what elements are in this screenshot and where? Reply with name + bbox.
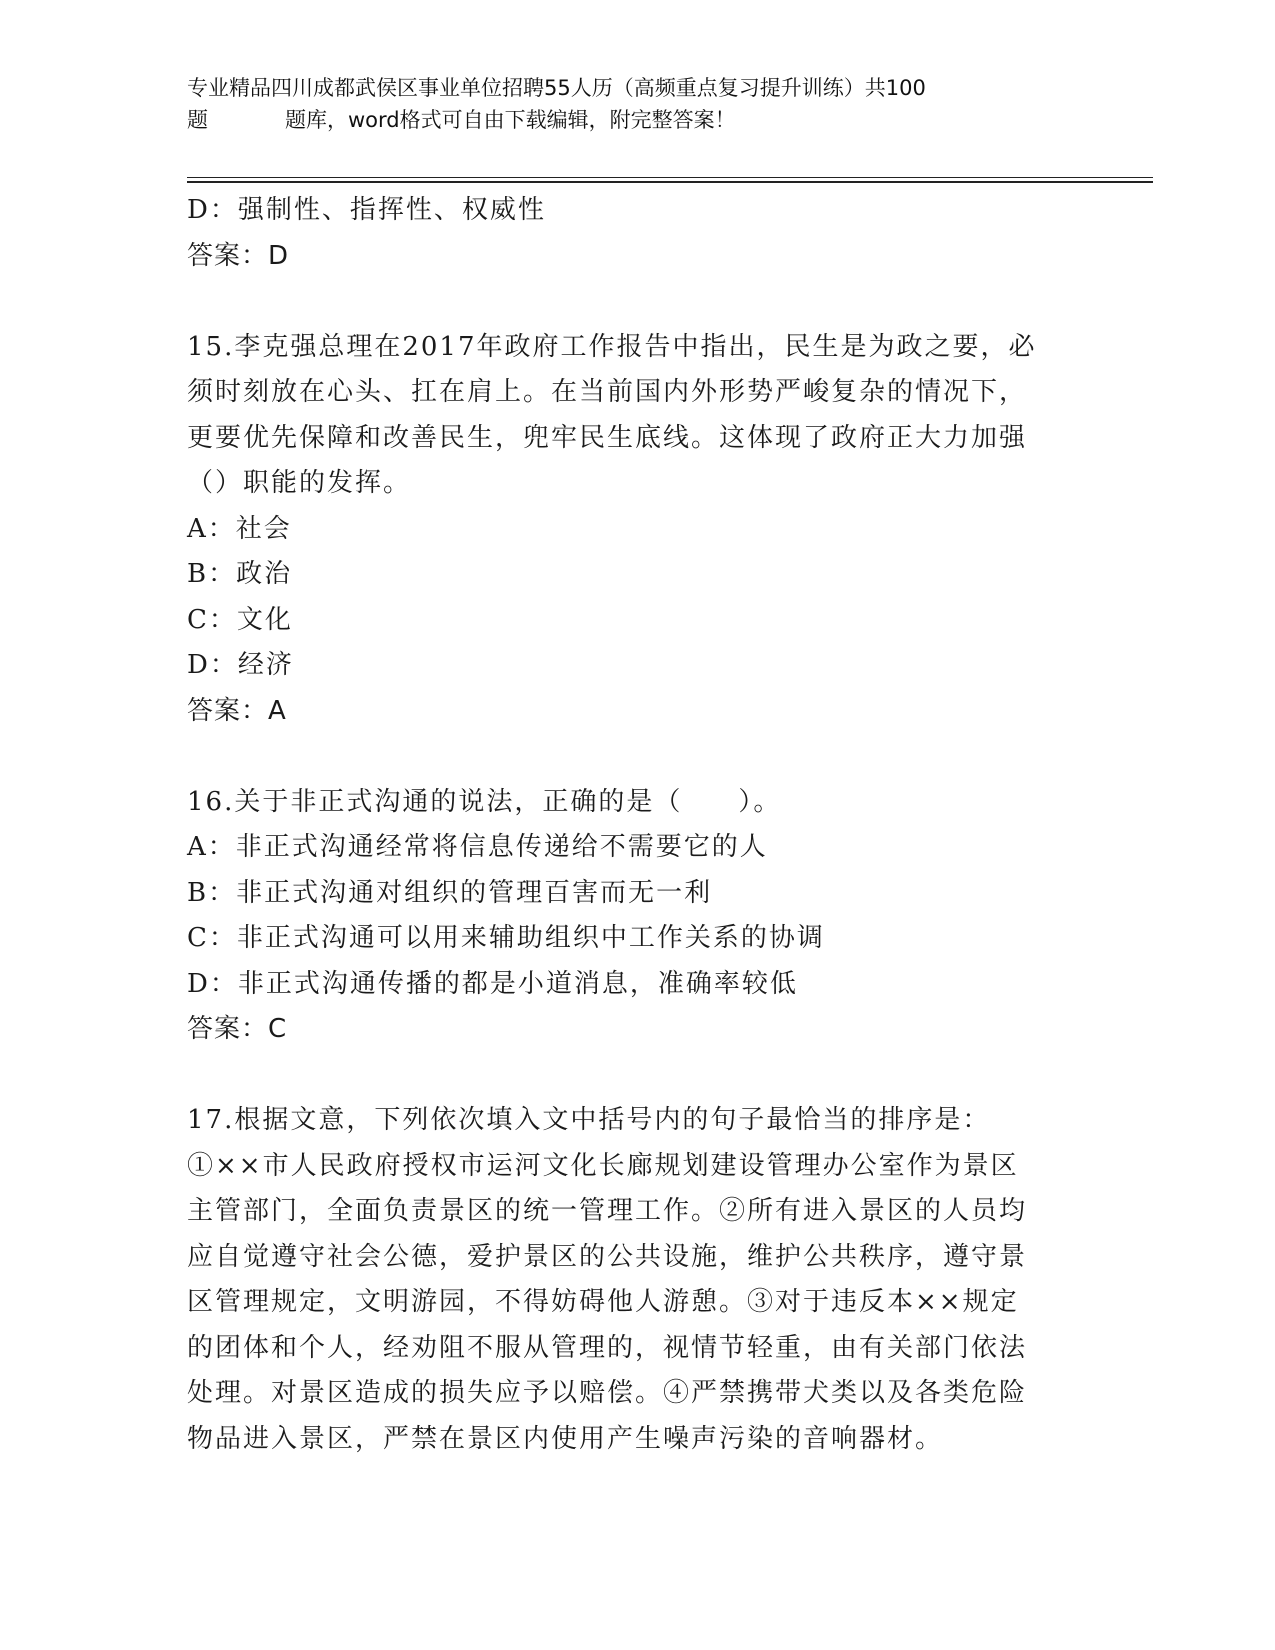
question-stem-line: 16.关于非正式沟通的说法，正确的是（ ）。 — [187, 786, 782, 817]
option-d: D：非正式沟通传播的都是小道消息，准确率较低 — [187, 968, 798, 999]
header-subtitle-text: 题库，word格式可自由下载编辑，附完整答案！ — [285, 108, 736, 132]
question-stem-line: 物品进入景区，严禁在景区内使用产生噪声污染的音响器材。 — [187, 1423, 944, 1454]
question-stem-line: 须时刻放在心头、扛在肩上。在当前国内外形势严峻复杂的情况下， — [187, 377, 1028, 407]
option-a: A：非正式沟通经常将信息传递给不需要它的人 — [187, 832, 768, 862]
option-c: C：非正式沟通可以用来辅助组织中工作关系的协调 — [187, 923, 825, 953]
answer-line: 答案：D — [187, 240, 290, 271]
question-stem-line: 15.李克强总理在2017年政府工作报告中指出，民生是为政之要，必 — [187, 331, 1037, 362]
option-d: D：强制性、指挥性、权威性 — [187, 195, 546, 225]
header-divider — [187, 177, 1153, 183]
answer-line: 答案：A — [187, 695, 287, 726]
question-14-tail — [187, 188, 1067, 279]
question-17 — [187, 1098, 1067, 1462]
option-c: C：文化 — [187, 604, 293, 635]
answer-line: 答案：C — [187, 1014, 288, 1044]
spacer — [187, 1053, 1067, 1099]
question-15 — [187, 325, 1067, 735]
question-stem-line: 的团体和个人，经劝阻不服从管理的，视情节轻重，由有关部门依法 — [187, 1332, 1028, 1363]
question-stem-line: （）职能的发挥。 — [187, 468, 412, 498]
spacer — [187, 279, 1067, 325]
question-stem-line: 主管部门，全面负责景区的统一管理工作。②所有进入景区的人员均 — [187, 1196, 1028, 1226]
header-subtitle-line — [187, 104, 1067, 136]
header-subtitle-prefix: 题 — [187, 108, 208, 132]
spacer — [187, 734, 1067, 780]
question-stem-line: 区管理规定，文明游园，不得妨碍他人游憩。③对于违反本××规定 — [187, 1287, 1019, 1317]
question-stem-line: 应自觉遵守社会公德，爱护景区的公共设施，维护公共秩序，遵守景 — [187, 1241, 1028, 1272]
option-b: B：政治 — [187, 559, 293, 589]
page-header — [187, 72, 1067, 136]
option-b: B：非正式沟通对组织的管理百害而无一利 — [187, 877, 713, 908]
option-d: D：经济 — [187, 650, 294, 680]
question-stem-line: 处理。对景区造成的损失应予以赔偿。④严禁携带犬类以及各类危险 — [187, 1378, 1028, 1408]
option-a: A：社会 — [187, 513, 292, 544]
question-stem-line: 更要优先保障和改善民生，兜牢民生底线。这体现了政府正大力加强 — [187, 422, 1028, 453]
question-stem-line: 17.根据文意，下列依次填入文中括号内的句子最恰当的排序是： — [187, 1105, 991, 1135]
question-stem-line: ①××市人民政府授权市运河文化长廊规划建设管理办公室作为景区 — [187, 1150, 1019, 1181]
header-title-line: 专业精品四川成都武侯区事业单位招聘55人历（高频重点复习提升训练）共100 — [187, 76, 926, 100]
document-body — [187, 188, 1067, 1462]
question-16 — [187, 780, 1067, 1053]
